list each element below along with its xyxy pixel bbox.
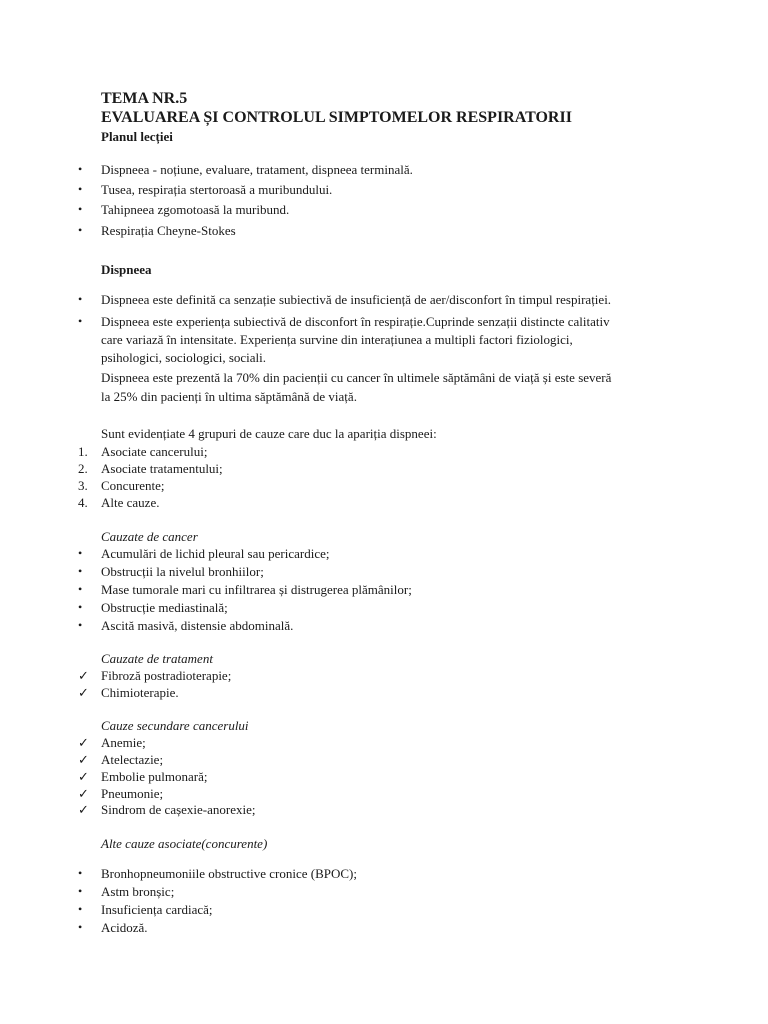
bullet-icon: • xyxy=(78,292,83,306)
bullet-icon: • xyxy=(78,314,83,328)
secondary-cause-item: Pneumonie; xyxy=(101,786,164,801)
plan-item: Tusea, respirația stertoroasă a muribundului. xyxy=(101,182,333,197)
section-heading-dispneea: Dispneea xyxy=(101,262,152,277)
other-causes-heading: Alte cauze asociate(concurente) xyxy=(101,836,268,851)
cancer-causes-heading: Cauzate de cancer xyxy=(101,529,198,544)
secondary-cause-item: Atelectazie; xyxy=(101,752,164,767)
causes-intro: Sunt evidențiate 4 grupuri de cauze care duc la apariția dispneei: xyxy=(101,426,437,441)
lesson-plan-heading: Planul lecției xyxy=(101,129,173,144)
bullet-icon: • xyxy=(78,162,83,176)
bullet-icon: • xyxy=(78,546,83,560)
bullet-icon: • xyxy=(78,223,83,237)
cause-group: Concurente; xyxy=(101,478,165,493)
checkmark-icon: ✓ xyxy=(78,802,89,817)
cancer-cause-item: Obstrucții la nivelul bronhiilor; xyxy=(101,564,264,579)
treatment-cause-item: Fibroză postradioterapie; xyxy=(101,668,232,683)
checkmark-icon: ✓ xyxy=(78,685,89,700)
dispneea-definition: Dispneea este definită ca senzație subiectivă de insuficiență de aer/disconfort în timpul respirației. xyxy=(101,292,612,307)
bullet-icon: • xyxy=(78,582,83,596)
secondary-cause-item: Anemie; xyxy=(101,735,146,750)
secondary-cause-item: Embolie pulmonară; xyxy=(101,769,208,784)
cancer-cause-item: Mase tumorale mari cu infiltrarea și distrugerea plămânilor; xyxy=(101,582,412,597)
cancer-cause-item: Obstrucție mediastinală; xyxy=(101,600,228,615)
cause-group: Asociate tratamentului; xyxy=(101,461,223,476)
dispneea-paragraph-line: Dispneea este experiența subiectivă de disconfort în respirație.Cuprinde senzații distincte calitativ xyxy=(101,314,610,329)
checkmark-icon: ✓ xyxy=(78,735,89,750)
dispneea-paragraph-line: psihologici, sociologici, sociali. xyxy=(101,350,267,365)
other-cause-item: Insuficiența cardiacă; xyxy=(101,902,213,917)
other-cause-item: Acidoză. xyxy=(101,920,148,935)
list-number: 1. xyxy=(78,444,88,459)
dispneea-paragraph-line: la 25% din pacienți în ultima săptămână de viață. xyxy=(101,389,357,404)
title-line-1: TEMA NR.5 xyxy=(101,90,188,107)
bullet-icon: • xyxy=(78,600,83,614)
cancer-cause-item: Acumulări de lichid pleural sau pericardice; xyxy=(101,546,330,561)
other-cause-item: Astm bronșic; xyxy=(101,884,175,899)
checkmark-icon: ✓ xyxy=(78,786,89,801)
secondary-causes-heading: Cauze secundare cancerului xyxy=(101,718,249,733)
cancer-cause-item: Ascită masivă, distensie abdominală. xyxy=(101,618,294,633)
checkmark-icon: ✓ xyxy=(78,769,89,784)
list-number: 4. xyxy=(78,495,88,510)
treatment-causes-heading: Cauzate de tratament xyxy=(101,651,213,666)
plan-item: Dispneea - noțiune, evaluare, tratament, dispneea terminală. xyxy=(101,162,413,177)
bullet-icon: • xyxy=(78,884,83,898)
checkmark-icon: ✓ xyxy=(78,752,89,767)
secondary-cause-item: Sindrom de cașexie-anorexie; xyxy=(101,802,256,817)
dispneea-paragraph-line: Dispneea este prezentă la 70% din pacienții cu cancer în ultimele săptămâni de viață și este severă xyxy=(101,370,612,385)
other-cause-item: Bronhopneumoniile obstructive cronice (BPOC); xyxy=(101,866,357,881)
bullet-icon: • xyxy=(78,564,83,578)
list-number: 2. xyxy=(78,461,88,476)
treatment-cause-item: Chimioterapie. xyxy=(101,685,179,700)
bullet-icon: • xyxy=(78,202,83,216)
list-number: 3. xyxy=(78,478,88,493)
bullet-icon: • xyxy=(78,618,83,632)
cause-group: Asociate cancerului; xyxy=(101,444,208,459)
title-line-2: EVALUAREA ȘI CONTROLUL SIMPTOMELOR RESPIRATORII xyxy=(101,109,572,126)
dispneea-paragraph-line: care variază în intensitate. Experiența survine din interațiunea a multipli factori fiziologici, xyxy=(101,332,573,347)
bullet-icon: • xyxy=(78,902,83,916)
checkmark-icon: ✓ xyxy=(78,668,89,683)
cause-group: Alte cauze. xyxy=(101,495,160,510)
bullet-icon: • xyxy=(78,866,83,880)
plan-item: Respirația Cheyne-Stokes xyxy=(101,223,236,238)
bullet-icon: • xyxy=(78,920,83,934)
bullet-icon: • xyxy=(78,182,83,196)
plan-item: Tahipneea zgomotoasă la muribund. xyxy=(101,202,290,217)
